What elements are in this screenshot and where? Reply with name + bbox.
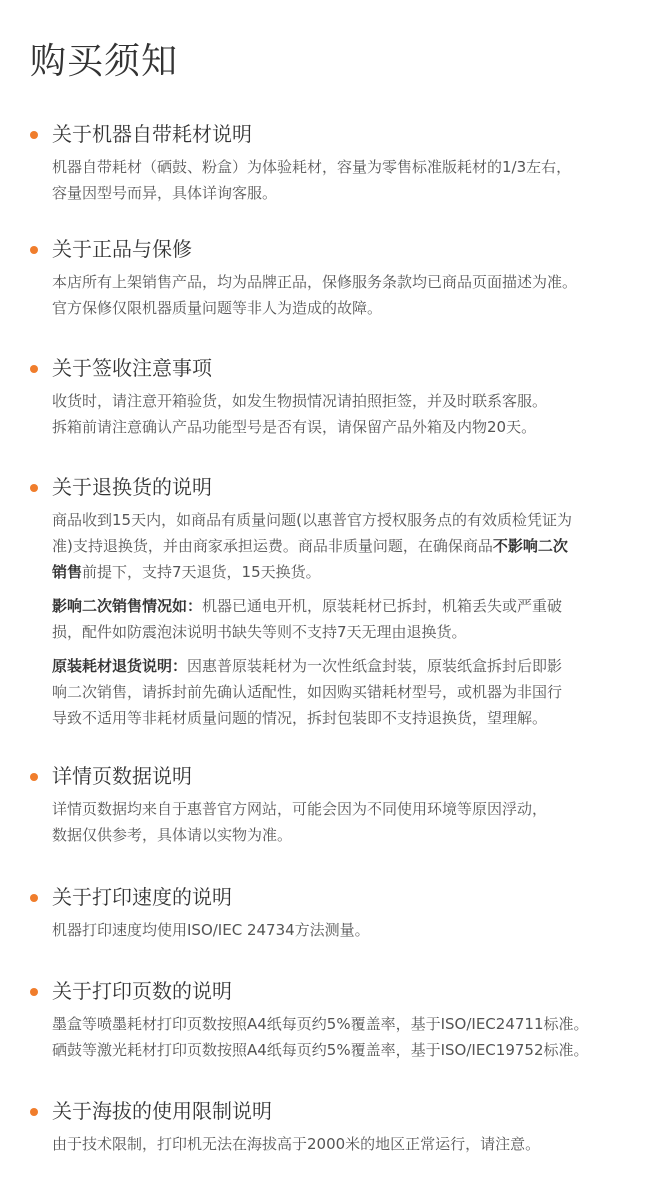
section-print-speed xyxy=(30,883,644,943)
paragraph-line xyxy=(52,533,644,559)
bullet-dot-icon xyxy=(30,894,38,902)
bullet-dot-icon xyxy=(30,365,38,373)
section-paragraph xyxy=(52,507,644,585)
section-header xyxy=(30,354,644,382)
bullet-dot-icon xyxy=(30,773,38,781)
section-bundled-consumables xyxy=(30,120,644,206)
section-detail-data xyxy=(30,762,644,848)
paragraph-text: 因惠普原装耗材为一次性纸盒封装，原装纸盒拆封后即影 xyxy=(187,657,563,675)
paragraph-text: 前提下，支持7天退货，15天换货。 xyxy=(82,563,321,581)
paragraph-line: 机器自带耗材（硒鼓、粉盒）为体验耗材，容量为零售标准版耗材的1/3左右， xyxy=(52,158,572,176)
paragraph-line xyxy=(52,559,644,585)
section-paragraph xyxy=(52,1131,644,1157)
paragraph-line xyxy=(52,653,644,679)
section-paragraph xyxy=(52,269,644,321)
section-title: 关于打印页数的说明 xyxy=(52,979,232,1003)
section-title: 关于海拔的使用限制说明 xyxy=(52,1099,272,1123)
bullet-dot-icon xyxy=(30,131,38,139)
bullet-dot-icon xyxy=(30,1108,38,1116)
section-title: 详情页数据说明 xyxy=(52,764,192,788)
emphasis-text: 销售 xyxy=(52,563,83,581)
paragraph-line: 响二次销售，请拆封前先确认适配性，如因购买错耗材型号，或机器为非国行 xyxy=(52,683,563,701)
section-header xyxy=(30,473,644,501)
section-title: 关于退换货的说明 xyxy=(52,475,212,499)
paragraph-line: 官方保修仅限机器质量问题等非人为造成的故障。 xyxy=(52,299,383,317)
paragraph-line: 由于技术限制，打印机无法在海拔高于2000米的地区正常运行，请注意。 xyxy=(52,1135,541,1153)
paragraph-line: 本店所有上架销售产品，均为品牌正品，保修服务条款均已商品页面描述为准。 xyxy=(52,273,578,291)
section-title: 关于签收注意事项 xyxy=(52,356,212,380)
section-paragraph xyxy=(52,653,644,731)
section-paragraph xyxy=(52,154,644,206)
section-delivery-notes xyxy=(30,354,644,440)
section-paragraph xyxy=(52,1011,644,1063)
section-paragraph xyxy=(52,796,644,848)
section-header xyxy=(30,977,644,1005)
emphasis-text: 原装耗材退货说明： xyxy=(52,657,188,675)
paragraph-line: 硒鼓等激光耗材打印页数按照A4纸每页约5%覆盖率，基于ISO/IEC19752标准。 xyxy=(52,1041,589,1059)
section-title: 关于机器自带耗材说明 xyxy=(52,122,252,146)
section-paragraph xyxy=(52,593,644,645)
paragraph-line: 损，配件如防震泡沫说明书缺失等则不支持7天无理由退换货。 xyxy=(52,623,467,641)
paragraph-line: 拆箱前请注意确认产品功能型号是否有误，请保留产品外箱及内物20天。 xyxy=(52,418,537,436)
bullet-dot-icon xyxy=(30,246,38,254)
paragraph-line: 详情页数据均来自于惠普官方网站，可能会因为不同使用环境等原因浮动， xyxy=(52,800,548,818)
paragraph-line: 墨盒等喷墨耗材打印页数按照A4纸每页约5%覆盖率，基于ISO/IEC24711标准。 xyxy=(52,1015,589,1033)
paragraph-line xyxy=(52,593,644,619)
paragraph-text: 机器已通电开机，原装耗材已拆封，机箱丢失或严重破 xyxy=(202,597,563,615)
paragraph-line: 商品收到15天内，如商品有质量问题(以惠普官方授权服务点的有效质检凭证为 xyxy=(52,511,572,529)
section-title: 关于打印速度的说明 xyxy=(52,885,232,909)
bullet-dot-icon xyxy=(30,988,38,996)
paragraph-line: 收货时，请注意开箱验货，如发生物损情况请拍照拒签，并及时联系客服。 xyxy=(52,392,548,410)
paragraph-line: 数据仅供参考，具体请以实物为准。 xyxy=(52,826,293,844)
section-header xyxy=(30,883,644,911)
paragraph-line: 机器打印速度均使用ISO/IEC 24734方法测量。 xyxy=(52,921,370,939)
section-page-yield xyxy=(30,977,644,1063)
emphasis-text: 影响二次销售情况如： xyxy=(52,597,203,615)
bullet-dot-icon xyxy=(30,484,38,492)
section-header xyxy=(30,1097,644,1125)
section-altitude-limit xyxy=(30,1097,644,1157)
section-header xyxy=(30,762,644,790)
section-paragraph xyxy=(52,388,644,440)
paragraph-line: 容量因型号而异，具体详询客服。 xyxy=(52,184,278,202)
emphasis-text: 不影响二次 xyxy=(492,537,568,555)
section-paragraph xyxy=(52,917,644,943)
section-authenticity-warranty xyxy=(30,235,644,321)
page-title: 购买须知 xyxy=(30,41,179,82)
paragraph-line: 导致不适用等非耗材质量问题的情况，拆封包装即不支持退换货，望理解。 xyxy=(52,709,548,727)
section-title: 关于正品与保修 xyxy=(52,237,192,261)
paragraph-text: 准)支持退换货，并由商家承担运费。商品非质量问题，在确保商品 xyxy=(52,537,493,555)
section-header xyxy=(30,235,644,263)
section-header xyxy=(30,120,644,148)
section-returns-exchanges xyxy=(30,473,644,731)
